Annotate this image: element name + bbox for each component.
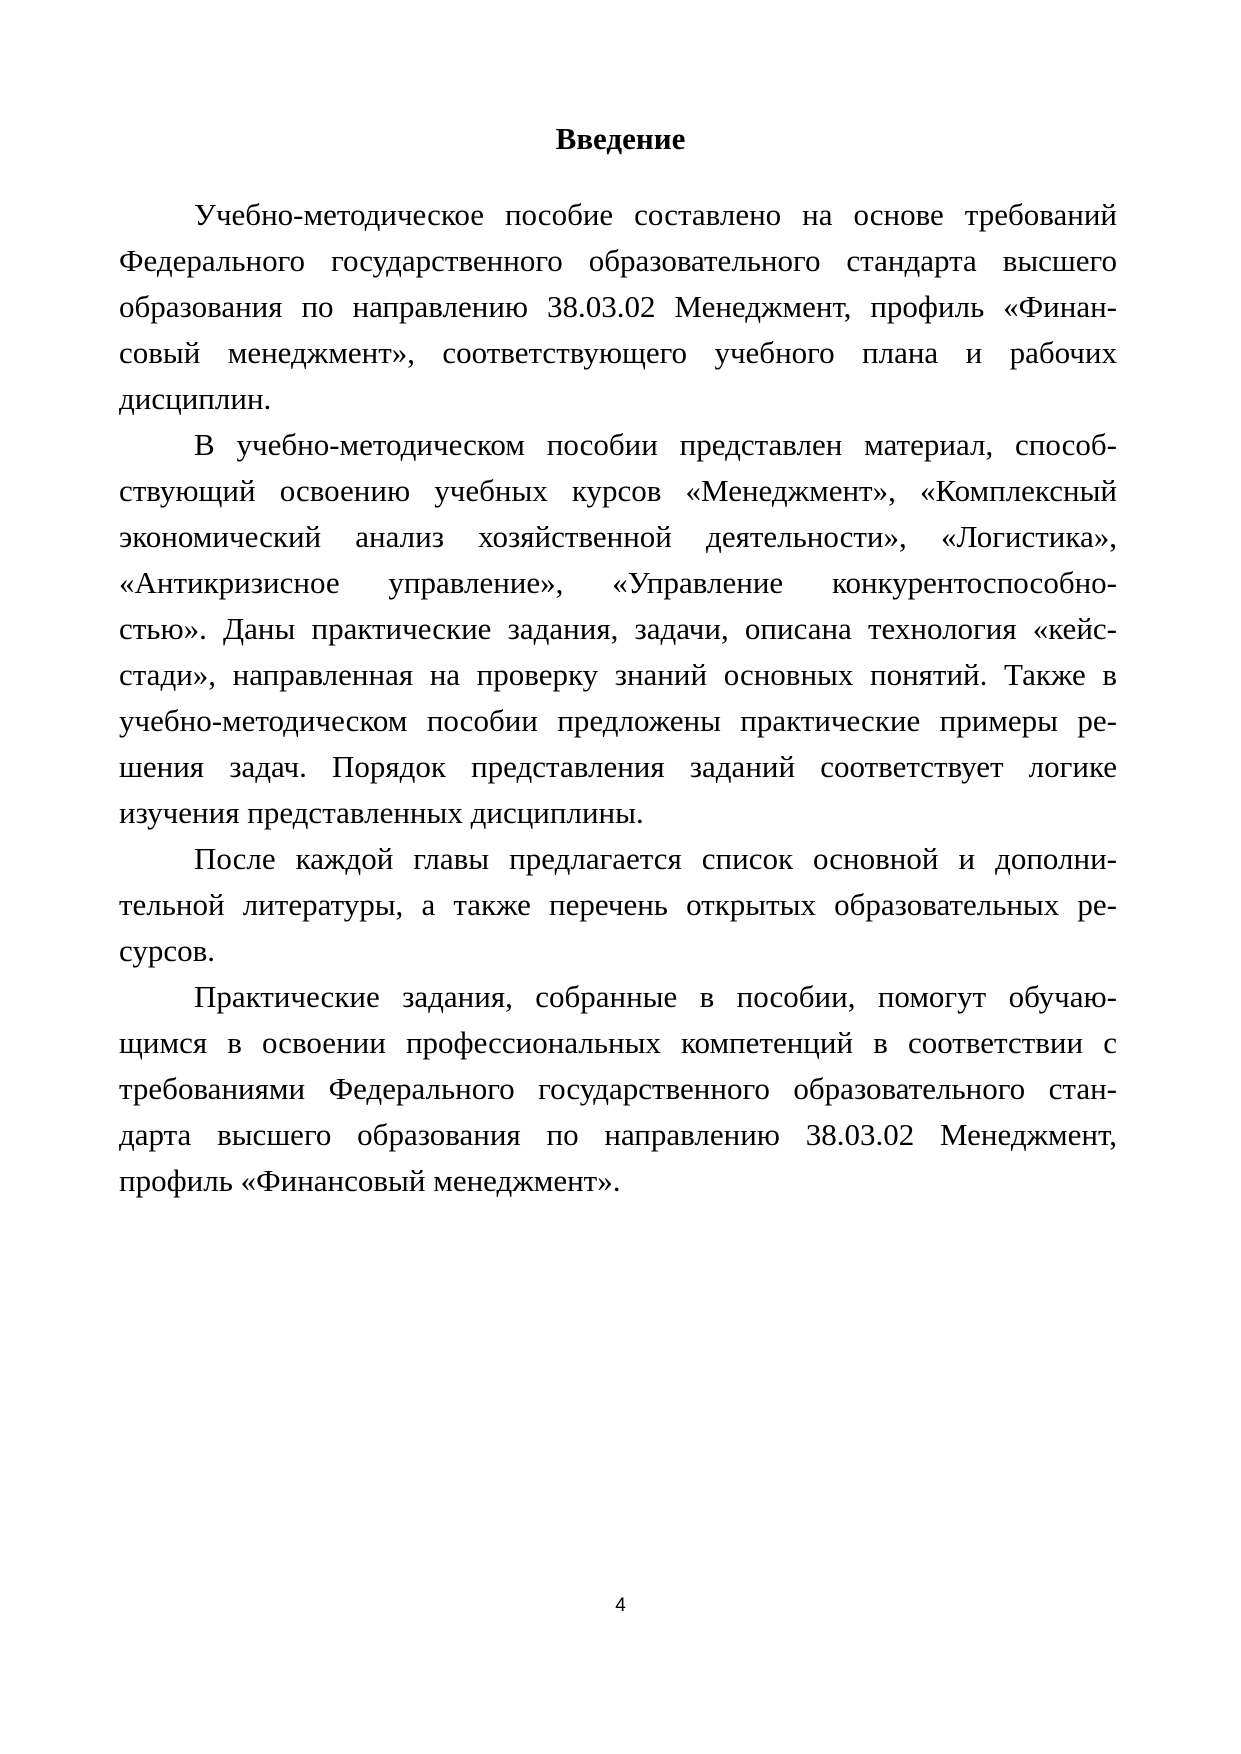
text-line: совый менеджмент», соответствующего учебного плана и рабочих [119,335,1117,370]
text-line: После каждой главы предлагается список основной и дополни- [194,841,1117,876]
text-line: шения задач. Порядок представления заданий соответствует логике [119,749,1117,784]
text-line: стью». Даны практические задания, задачи, описана технология «кейс- [119,611,1117,646]
text-line: Практические задания, собранные в пособии, помогут обучаю- [194,979,1117,1014]
text-line: требованиями Федерального государственного образовательного стан- [119,1071,1117,1106]
text-line: Федерального государственного образовательного стандарта высшего [119,243,1117,278]
page-title: Введение [555,121,686,156]
text-line: стади», направленная на проверку знаний основных понятий. Также в [119,657,1117,692]
text-line: «Антикризисное управление», «Управление конкурентоспособно- [119,565,1117,600]
text-line: изучения представленных дисциплины. [119,795,644,830]
text-line: тельной литературы, а также перечень открытых образовательных ре- [119,887,1117,922]
text-line: учебно-методическом пособии предложены практические примеры ре- [119,703,1117,738]
text-line: дарта высшего образования по направлению 38.03.02 Менеджмент, [119,1117,1117,1152]
text-line: В учебно-методическом пособии представлен материал, способ- [194,427,1117,462]
text-line: ствующий освоению учебных курсов «Менеджмент», «Комплексный [119,473,1117,508]
text-line: щимся в освоении профессиональных компетенций в соответствии с [119,1025,1117,1060]
paragraph-2 [119,422,1117,836]
text-line: профиль «Финансовый менеджмент». [119,1163,621,1198]
text-line: Учебно-методическое пособие составлено на основе требований [194,197,1117,232]
text-line: экономический анализ хозяйственной деятельности», «Логистика», [119,519,1117,554]
text-line: образования по направлению 38.03.02 Менеджмент, профиль «Финан- [119,289,1117,324]
text-line: дисциплин. [119,381,272,416]
document-body [119,192,1117,1204]
text-line: сурсов. [119,933,215,968]
page-number: 4 [615,1595,626,1616]
paragraph-3 [119,836,1117,974]
paragraph-1 [119,192,1117,422]
paragraph-4 [119,974,1117,1204]
